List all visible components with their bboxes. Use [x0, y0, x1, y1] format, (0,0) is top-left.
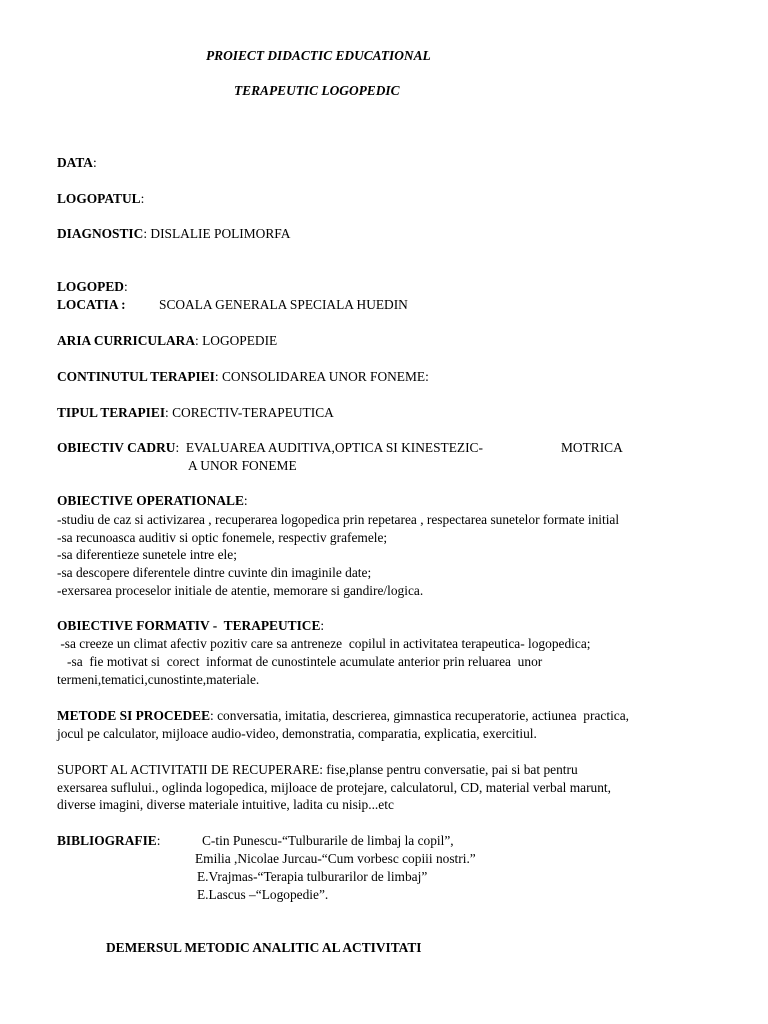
logopatul-label: LOGOPATUL [57, 191, 141, 206]
obiectiv-item: -sa descopere diferentele dintre cuvinte din imaginile date; [57, 565, 372, 580]
field-continutul-terapiei: CONTINUTUL TERAPIEI: CONSOLIDAREA UNOR FONEME: [57, 369, 429, 384]
field-data: DATA: [57, 155, 97, 170]
bibliografie-item: C-tin Punescu-“Tulburarile de limbaj la copil”, [202, 833, 454, 848]
bibliografie-label: BIBLIOGRAFIE [57, 833, 157, 848]
doc-title-line2: TERAPEUTIC LOGOPEDIC [234, 83, 400, 98]
obiectiv-item: -studiu de caz si activizarea , recuperarea logopedica prin repetarea , respectarea sunetelor formate initial [57, 512, 620, 527]
obiective-formativ-label: OBIECTIVE FORMATIV - TERAPEUTICE [57, 618, 321, 633]
bibliografie-item: E.Vrajmas-“Terapia tulburarilor de limbaj” [197, 869, 428, 884]
obiectiv-item: -sa recunoasca auditiv si optic fonemele, respectiv grafemele; [57, 530, 388, 545]
obiective-operationale-label: OBIECTIVE OPERATIONALE [57, 493, 244, 508]
obiectiv-item: -exersarea proceselor initiale de atentie, memorare si gandire/logica. [57, 583, 424, 598]
obiectiv-item: -sa diferentieze sunetele intre ele; [57, 547, 237, 562]
aria-label: ARIA CURRICULARA [57, 333, 196, 348]
bibliografie-heading: BIBLIOGRAFIE: [57, 833, 161, 848]
metode-label: METODE SI PROCEDEE [57, 708, 211, 723]
locatia-label: LOCATIA : [57, 297, 126, 312]
field-tipul-terapiei: TIPUL TERAPIEI: CORECTIV-TERAPEUTICA [57, 405, 334, 420]
diagnostic-label: DIAGNOSTIC [57, 226, 144, 241]
aria-value: LOGOPEDIE [202, 333, 278, 348]
continut-value: CONSOLIDAREA UNOR FONEME: [221, 369, 429, 384]
metode-line-2: jocul pe calculator, mijloace audio-video, demonstratia, comparatia, explicatia, exercitiul. [57, 726, 537, 741]
metode-value-1: conversatia, imitatia, descrierea, gimnastica recuperatorie, actiunea practica, [217, 708, 630, 723]
field-logopatul: LOGOPATUL: [57, 191, 145, 206]
suport-line: diverse imagini, diverse materiale intuitive, ladita cu nisip...etc [57, 797, 394, 812]
continut-label: CONTINUTUL TERAPIEI [57, 369, 215, 384]
field-obiectiv-cadru: OBIECTIV CADRU: EVALUAREA AUDITIVA,OPTICA SI KINESTEZIC- [57, 440, 483, 455]
diagnostic-value: DISLALIE POLIMORFA [150, 226, 291, 241]
field-logoped: LOGOPED: [57, 279, 128, 294]
data-label: DATA [57, 155, 93, 170]
obiectiv-cadru-label: OBIECTIV CADRU [57, 440, 176, 455]
locatia-value: SCOALA GENERALA SPECIALA HUEDIN [159, 297, 408, 312]
bibliografie-item: E.Lascus –“Logopedie”. [197, 887, 329, 902]
obiective-operationale-heading: OBIECTIVE OPERATIONALE: [57, 493, 248, 508]
doc-title-line1: PROIECT DIDACTIC EDUCATIONAL [206, 48, 431, 63]
obiectiv-cadru-value-1b: MOTRICA [561, 440, 623, 455]
suport-line: exersarea suflului., oglinda logopedica, mijloace de protejare, calculatorul, CD, material verbal marunt, [57, 780, 612, 795]
bibliografie-item: Emilia ,Nicolae Jurcau-“Cum vorbesc copiii nostri.” [195, 851, 476, 866]
tipul-label: TIPUL TERAPIEI [57, 405, 166, 420]
tipul-value: CORECTIV-TERAPEUTICA [172, 405, 334, 420]
suport-line: SUPORT AL ACTIVITATII DE RECUPERARE: fise,planse pentru conversatie, pai si bat pentru [57, 762, 578, 777]
obiectiv-formativ-line: -sa creeze un climat afectiv pozitiv care sa antreneze copilul in activitatea terapeutica- logopedica; [57, 636, 591, 651]
field-diagnostic: DIAGNOSTIC: DISLALIE POLIMORFA [57, 226, 291, 241]
obiectiv-formativ-line: -sa fie motivat si corect informat de cunostintele acumulate anterior prin reluarea unor [57, 654, 543, 669]
obiectiv-formativ-line: termeni,tematici,cunostinte,materiale. [57, 672, 260, 687]
obiectiv-cadru-value-2: A UNOR FONEME [188, 458, 297, 473]
metode-line-1: METODE SI PROCEDEE: conversatia, imitatia, descrierea, gimnastica recuperatorie, actiunea practica, [57, 708, 630, 723]
field-aria-curriculara: ARIA CURRICULARA: LOGOPEDIE [57, 333, 278, 348]
demersul-heading: DEMERSUL METODIC ANALITIC AL ACTIVITATI [106, 940, 422, 955]
obiectiv-cadru-value-1: EVALUAREA AUDITIVA,OPTICA SI KINESTEZIC- [185, 440, 483, 455]
logoped-label: LOGOPED [57, 279, 124, 294]
obiective-formativ-heading: OBIECTIVE FORMATIV - TERAPEUTICE: [57, 618, 325, 633]
